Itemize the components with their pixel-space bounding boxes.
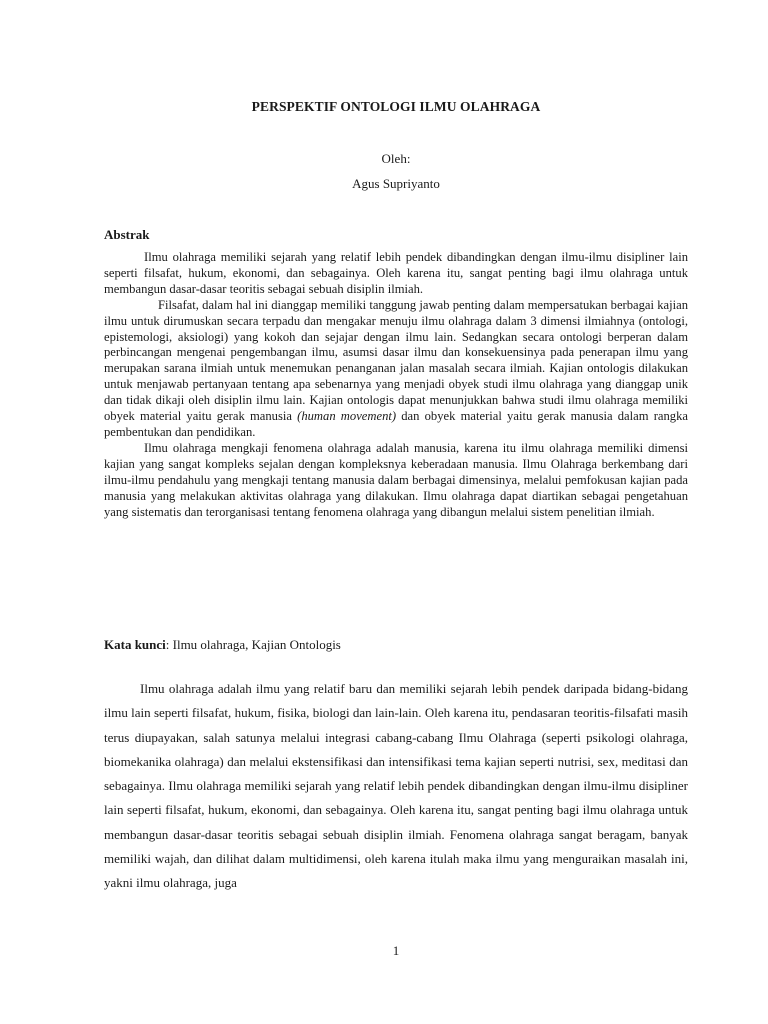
abstract-paragraph-2-text-a: Filsafat, dalam hal ini dianggap memiliki tanggung jawab penting dalam mempersatukan berbagai kajian ilmu untuk dirumuskan secara terpadu dan mengakar menuju ilmu olahraga dalam 3 dimensi ilmiahnya (ontologi, epistemologi, aksiologi) yang kokoh dan sejajar dengan ilmu lain. Sedangkan secara ontologi berperan dalam perbincangan mengenai pengembangan ilmu, asumsi dasar ilmu dan konsekuensinya pada penerapan ilmu yang merupakan sarana ilmiah untuk menemukan penanganan jalan masalah secara ilmiah. Kajian ontologis dilakukan untuk menjawab pertanyaan tentang apa sebenarnya yang menjadi obyek studi ilmu olahraga yang dianggap unik dan tidak dikaji oleh disiplin ilmu lain. Kajian ontologis dapat menunjukkan bahwa studi ilmu olahraga memiliki obyek material yaitu gerak manusia	[104, 297, 688, 424]
abstract-paragraph-2-italic: (human movement)	[297, 409, 397, 424]
document-title: PERSPEKTIF ONTOLOGI ILMU OLAHRAGA	[251, 99, 541, 114]
abstract-paragraph-2-text-b: dan obyek material yaitu gerak manusia dalam rangka pembentukan dan pendidikan.	[104, 409, 688, 439]
body-section	[104, 677, 688, 896]
abstract-paragraph-3: Ilmu olahraga mengkaji fenomena olahraga adalah manusia, karena itu ilmu olahraga memiliki dimensi kajian yang sangat kompleks sejalan dengan kompleksnya keberadaan manusia. Ilmu Olahraga berkembang dari ilmu-ilmu pendahulu yang mengkaji tentang manusia dalam berbagai dimensinya, melalui pemfokusan kajian pada manusia yang melakukan aktivitas olahraga yang dilakukan. Ilmu olahraga dapat diartikan sebagai pengetahuan yang sistematis dan terorganisasi tentang fenomena olahraga yang dibangun melalui sistem penelitian ilmiah.	[104, 440, 688, 519]
author-name: Agus Supriyanto	[352, 176, 440, 191]
abstract-section	[104, 250, 688, 520]
abstract-heading: Abstrak	[104, 227, 150, 242]
page-number: 1	[392, 943, 400, 958]
body-paragraph-1: Ilmu olahraga adalah ilmu yang relatif baru dan memiliki sejarah lebih pendek daripada bidang-bidang ilmu lain seperti filsafat, hukum, fisika, biologi dan lain-lain. Oleh karena itu, pendasaran teoritis-filsafati masih terus diupayakan, salah satunya melalui integrasi cabang-cabang Ilmu Olahraga (seperti psikologi olahraga, biomekanika olahraga) dan melalui ekstensifikasi dan intensifikasi tema kajian seperti nutrisi, sex, meditasi dan sebagainya. Ilmu olahraga memiliki sejarah yang relatif lebih pendek dibandingkan dengan ilmu-ilmu disipliner lain seperti filsafat, hukum, ekonomi, dan sebagainya. Oleh karena itu, sangat penting bagi ilmu olahraga untuk membangun dasar-dasar teoritis sebagai sebuah disiplin ilmiah. Fenomena olahraga sangat beragam, banyak memiliki wajah, dan dilihat dalam multidimensi, oleh karena itulah maka ilmu yang menguraikan masalah ini, yakni ilmu olahraga, juga	[104, 681, 688, 891]
author-label: Oleh:	[381, 151, 411, 166]
keywords-label: Kata kunci	[104, 637, 166, 652]
keywords-line	[104, 637, 341, 653]
keywords-value: : Ilmu olahraga, Kajian Ontologis	[165, 637, 341, 652]
abstract-paragraph-2	[104, 298, 688, 441]
abstract-paragraph-1: Ilmu olahraga memiliki sejarah yang relatif lebih pendek dibandingkan dengan ilmu-ilmu disipliner lain seperti filsafat, hukum, ekonomi, dan sebagainya. Oleh karena itu, sangat penting bagi ilmu olahraga untuk membangun dasar-dasar teoritis sebagai sebuah disiplin ilmiah.	[104, 250, 688, 296]
